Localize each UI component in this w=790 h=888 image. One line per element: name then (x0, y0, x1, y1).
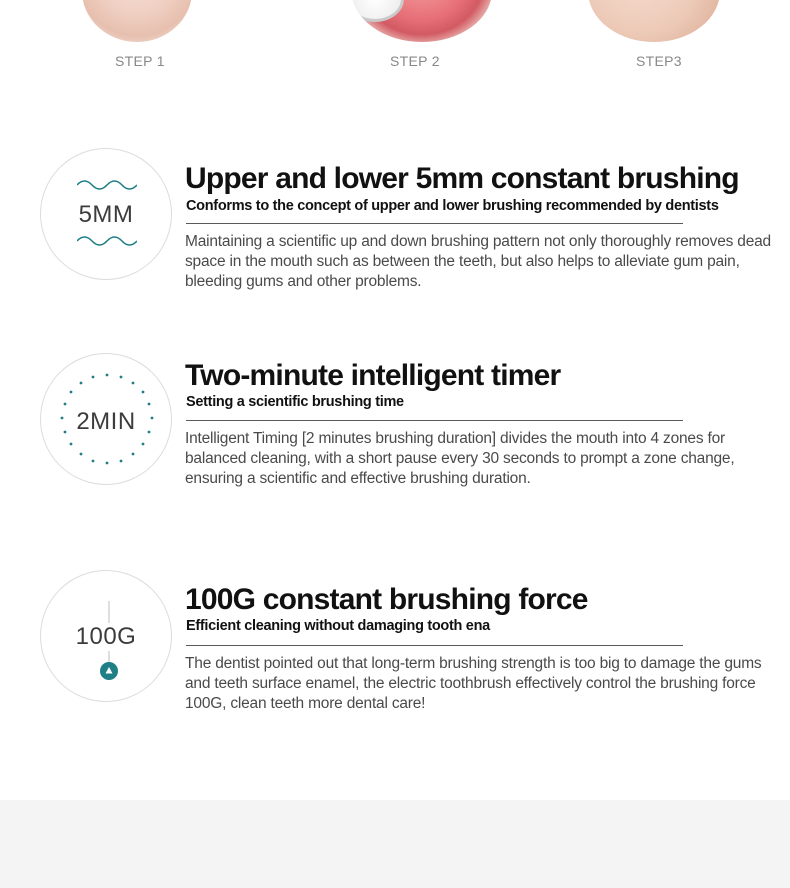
feature-title: Upper and lower 5mm constant brushing (185, 162, 739, 195)
feature-title: Two-minute intelligent timer (185, 359, 561, 392)
feature-body: Intelligent Timing [2 minutes brushing duration] divides the mouth into 4 zones for balanced cleaning, with a short pause every 30 seconds to prompt a zone change, ensuring a scientific and effective brushing duration. (185, 430, 735, 487)
badge-2min (40, 353, 172, 485)
badge-5mm-text: 5MM (78, 201, 134, 228)
feature-subtitle: Setting a scientific brushing time (186, 394, 404, 410)
step-3-photo (588, 0, 720, 42)
feature-body: Maintaining a scientific up and down brushing pattern not only thoroughly removes dead space in the mouth such as between the teeth, but also helps to alleviate gum pain, bleeding gums and other problems. (185, 233, 771, 290)
divider (186, 420, 683, 421)
dental-mirror-icon (352, 0, 404, 22)
feature-title: 100G constant brushing force (185, 583, 588, 616)
badge-100g (40, 570, 172, 702)
step-1-label: STEP 1 (115, 53, 165, 69)
steps-strip (0, 0, 790, 95)
badge-5mm (40, 148, 172, 280)
footer-band (0, 800, 790, 888)
badge-100g-text: 100G (75, 623, 137, 650)
badge-2min-text: 2MIN (76, 408, 136, 435)
feature-subtitle: Conforms to the concept of upper and lower brushing recommended by dentists (186, 198, 719, 214)
step-2-photo (352, 0, 492, 42)
feature-body: The dentist pointed out that long-term brushing strength is too big to damage the gums and teeth surface enamel, the electric toothbrush effectively control the brushing force 100G, clean teeth more dental care! (185, 655, 762, 712)
wave-top-icon (77, 179, 137, 191)
divider (186, 223, 683, 224)
feature-subtitle: Efficient cleaning without damaging tooth ena (186, 618, 490, 634)
step-1-photo (82, 0, 192, 42)
wave-bottom-icon (77, 235, 137, 247)
divider (186, 645, 683, 646)
step-2-label: STEP 2 (390, 53, 440, 69)
step-3-label: STEP3 (636, 53, 682, 69)
